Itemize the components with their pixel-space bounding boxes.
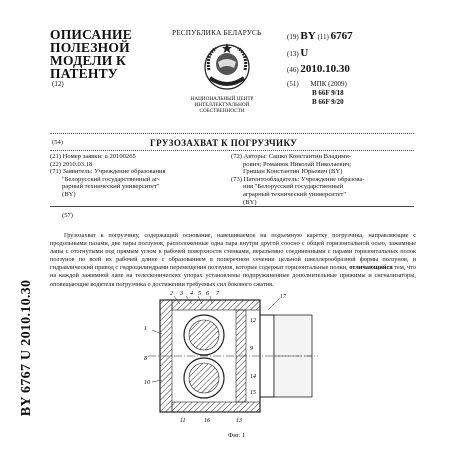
callout-label: 6 <box>206 291 209 297</box>
office-line: НАЦИОНАЛЬНЫЙ ЦЕНТР <box>190 96 254 102</box>
ipc-label: МПК (2009) <box>310 80 347 88</box>
ipc-class-2 <box>312 98 344 106</box>
doc-type-line: ОПИСАНИЕ <box>50 27 132 42</box>
applicant-line: (BY) <box>62 190 76 198</box>
authors: (72) Авторы: Сашко Константин Владими- <box>231 153 352 160</box>
owner-line: (BY) <box>243 198 257 206</box>
callout-label: 9 <box>250 346 253 352</box>
doc-type-line: МОДЕЛИ К <box>50 53 127 68</box>
abstract-part: тем, что на каждой зажимной лапе на телескопических упорах установлены подпружиненные дополнительные прижимы и сигнализаторы, оповещающие водителя погрузчика о достижении требуемых сил бокового сжатия. <box>50 264 416 288</box>
application-info <box>50 153 225 199</box>
republic-name: РЕСПУБЛИКА БЕЛАРУСЬ <box>172 29 262 37</box>
technical-drawing <box>140 290 320 432</box>
abstract-text <box>50 232 416 289</box>
side-label <box>5 272 49 424</box>
callout-label: 17 <box>280 294 286 300</box>
ipc-class: B 66F 9/18 <box>312 89 344 97</box>
ipc-class-1 <box>312 89 344 97</box>
callout-label: 13 <box>236 418 242 424</box>
ipc-class: B 66F 9/20 <box>312 98 344 106</box>
code-19: (19) <box>287 33 299 41</box>
application-number: (21) Номер заявки: u 20100265 <box>50 153 136 160</box>
callout-label: 10 <box>144 380 150 386</box>
patent-number: 6767 <box>330 30 353 42</box>
pub-date-line <box>287 63 350 75</box>
country-code: BY <box>300 30 316 42</box>
office-line: СОБСТВЕННОСТИ <box>199 108 245 114</box>
applicant-line: "Белорусский государственный аг- <box>62 175 160 183</box>
side-label-text: BY 6767 U 2010.10.30 <box>19 279 34 417</box>
invention-title: ГРУЗОЗАХВАТ К ПОГРУЗЧИКУ <box>150 138 298 148</box>
code-46: (46) <box>287 66 299 74</box>
code-57: (57) <box>62 212 73 219</box>
divider <box>50 150 414 151</box>
code-12: (12) <box>52 80 64 88</box>
doc-type-line: ПОЛЕЗНОЙ <box>50 40 130 55</box>
callout-label: 12 <box>250 318 256 324</box>
callout-label: 11 <box>180 418 186 424</box>
belarus-emblem-icon <box>200 40 254 92</box>
authors-line: Гришан Константин Юрьевич (BY) <box>243 168 343 176</box>
callout-label: 16 <box>204 418 210 424</box>
owner-line: аграрный технический университет" <box>243 190 347 198</box>
callout-label: 5 <box>198 291 201 297</box>
patent-number-line <box>287 30 353 42</box>
callout-label: 8 <box>144 356 147 362</box>
kind-line <box>287 47 308 59</box>
applicant-line: рарный технический университет" <box>62 183 160 191</box>
authors-info <box>231 153 421 206</box>
callout-label: 15 <box>250 390 256 396</box>
doc-type-line: ПАТЕНТУ <box>50 66 118 81</box>
callout-label: 4 <box>190 291 193 297</box>
abstract-part: Грузозахват к погрузчику, содержащий основание, навешиваемое на подъемную каретку погрузчика, направляющие с продольными пазами, две пары ползунов, расположенные одна пара внутри другой соосно с общей горизонтальной осью, зажимные лапы с отогнутыми под прямым углом к рабочей поверхности стенками, неразъемно соединенными с парами горизонтальных полок ползунов по всей их рабочей длине с образованием в поперечном сечении цельной швеллерообразной формы ползунов, и гидравлический привод с гидроцилиндрами перемещения ползунов, которые содержат горизонтальные полки, <box>50 232 416 272</box>
ipc-line <box>287 80 347 88</box>
document-type <box>50 28 132 80</box>
callout-label: 3 <box>180 291 183 297</box>
code-13: (13) <box>287 50 299 58</box>
office-line: ИНТЕЛЛЕКТУАЛЬНОЙ <box>194 102 250 108</box>
abstract-keyword: отличающийся <box>349 264 393 272</box>
figure-caption: Фиг. 1 <box>228 432 246 439</box>
callout-label: 14 <box>250 374 256 380</box>
callout-label: 2 <box>170 291 173 297</box>
divider <box>50 206 414 207</box>
divider <box>50 133 414 134</box>
code-11: (11) <box>317 33 329 41</box>
national-center <box>173 96 271 114</box>
callout-label: 7 <box>216 291 219 297</box>
figure-1 <box>140 290 320 432</box>
callout-label: 1 <box>144 326 147 332</box>
publication-date: 2010.10.30 <box>300 63 350 75</box>
code-51: (51) <box>287 80 299 88</box>
owner-line: ния "Белорусский государственный <box>243 183 344 191</box>
code-54: (54) <box>52 139 63 146</box>
authors-line: рович; Романюк Николай Николаевич; <box>243 160 352 168</box>
patent-owner: (73) Патентообладатель: Учреждение образова- <box>231 175 365 183</box>
applicant: (71) Заявитель: Учреждение образования <box>50 168 166 176</box>
kind-code: U <box>300 47 309 59</box>
filing-date: (22) 2010.03.18 <box>50 160 93 168</box>
